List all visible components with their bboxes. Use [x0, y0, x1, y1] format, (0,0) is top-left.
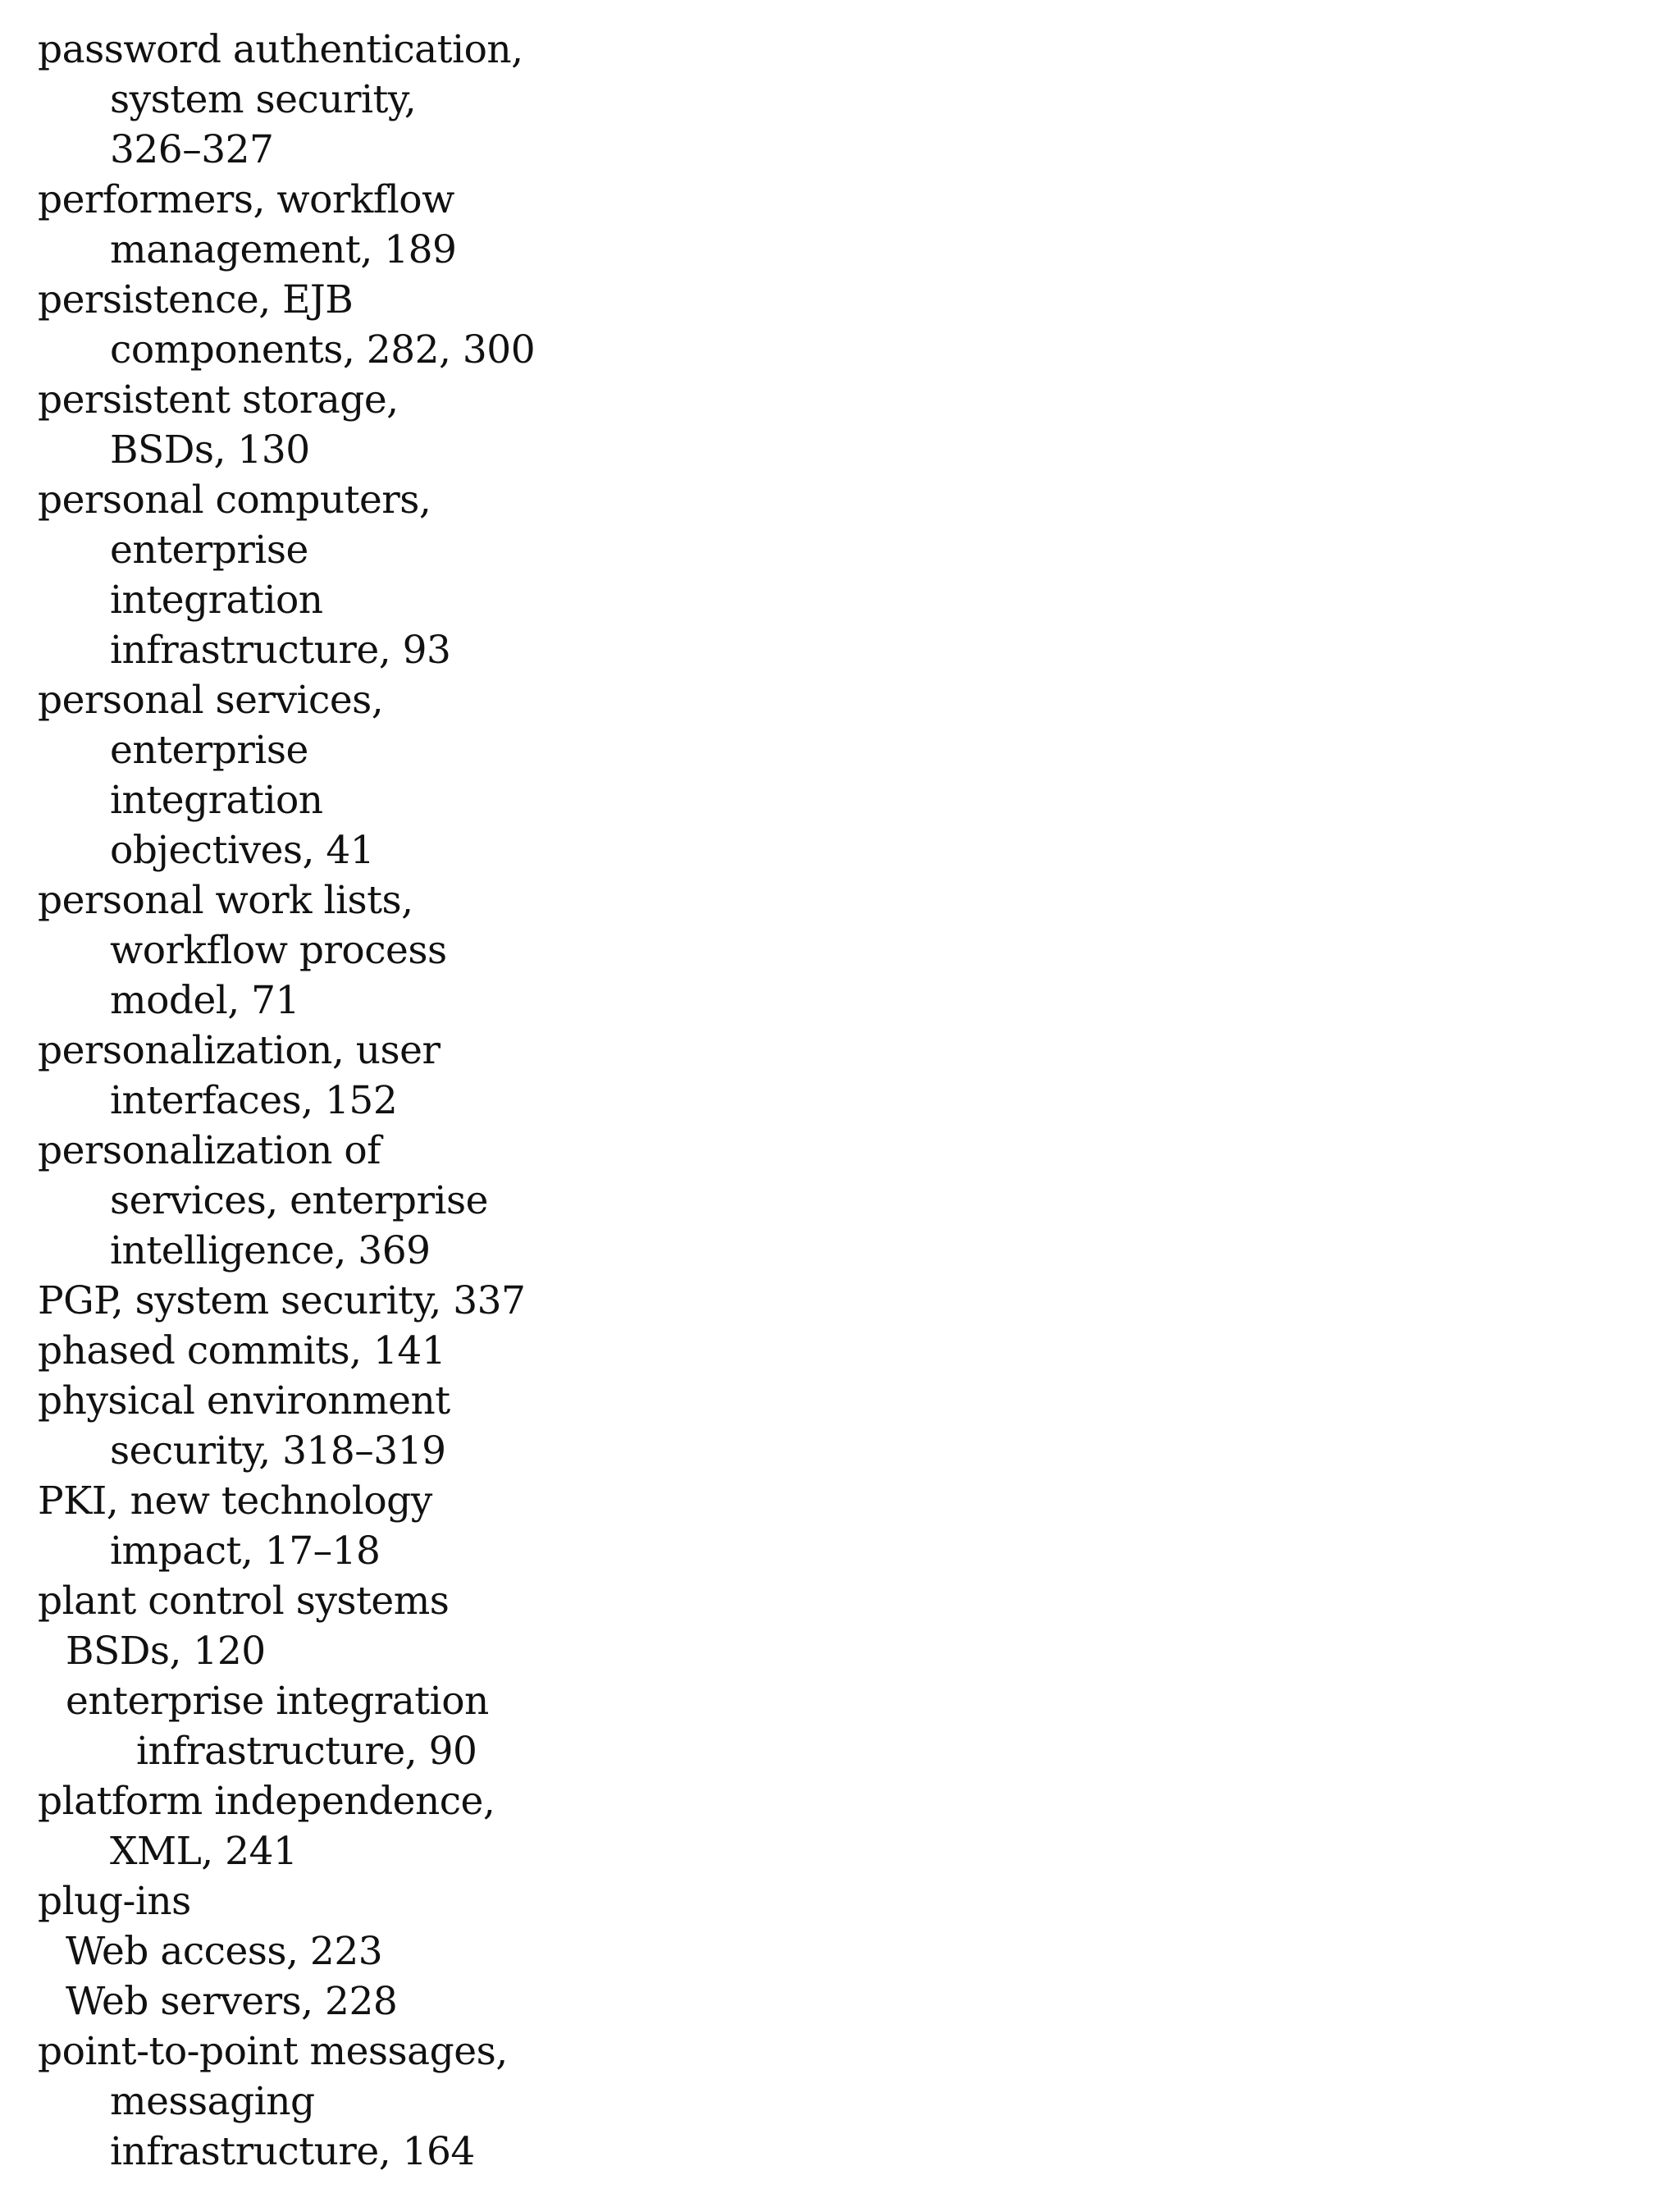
index-entry-main: phased commits, 141	[38, 1328, 446, 1373]
index-entry-sub: enterprise integration	[66, 1679, 489, 1724]
index-entry-sub: enterprise	[110, 728, 308, 773]
index-entry-sub: interfaces, 152	[110, 1078, 398, 1123]
index-entry-list	[38, 25, 1596, 2177]
index-entry-sub: workflow process	[110, 928, 447, 973]
index-entry-sub: system security,	[110, 77, 417, 122]
index-entry-sub: Web access, 223	[66, 1929, 383, 1974]
index-entry-main: PGP, system security, 337	[38, 1278, 526, 1323]
index-entry-sub: messaging	[110, 2079, 315, 2124]
index-entry-sub: management, 189	[110, 227, 457, 272]
index-entry-sub: services, enterprise	[110, 1178, 488, 1223]
index-entry-sub: intelligence, 369	[110, 1228, 431, 1273]
index-entry-main: persistent storage,	[38, 377, 399, 423]
index-entry-main: personalization of	[38, 1128, 381, 1173]
index-entry-sub: infrastructure, 164	[110, 2129, 475, 2174]
index-entry-main: password authentication,	[38, 27, 523, 72]
index-entry-main: personal services,	[38, 678, 384, 723]
index-entry-sub: BSDs, 120	[66, 1629, 266, 1674]
index-entry-sub: integration	[110, 778, 323, 823]
index-entry-sub: security, 318–319	[110, 1428, 446, 1474]
index-entry-sub: objectives, 41	[110, 828, 375, 873]
index-entry-sub: Web servers, 228	[66, 1979, 398, 2024]
index-entry-sub: BSDs, 130	[110, 427, 310, 473]
index-entry-sub: infrastructure, 90	[136, 1729, 477, 1774]
index-entry-sub: 326–327	[110, 127, 274, 172]
index-entry-main: PKI, new technology	[38, 1478, 432, 1524]
index-entry-main: point-to-point messages,	[38, 2029, 508, 2074]
index-entry-sub: impact, 17–18	[110, 1528, 381, 1574]
index-entry-main: plug-ins	[38, 1879, 191, 1924]
index-page	[38, 25, 1596, 2177]
index-entry-main: persistence, EJB	[38, 277, 354, 322]
index-entry-sub: infrastructure, 93	[110, 628, 451, 673]
index-entry-sub: XML, 241	[110, 1829, 298, 1874]
index-entry-main: personalization, user	[38, 1028, 441, 1073]
index-entry-sub: integration	[110, 578, 323, 623]
index-entry-main: performers, workflow	[38, 177, 454, 222]
index-entry-main: physical environment	[38, 1378, 450, 1423]
index-entry-sub: enterprise	[110, 528, 308, 573]
index-entry-main: platform independence,	[38, 1779, 495, 1824]
index-entry-main: personal work lists,	[38, 878, 413, 923]
index-entry-sub: components, 282, 300	[110, 327, 536, 372]
index-entry-sub: model, 71	[110, 978, 299, 1023]
index-entry-main: plant control systems	[38, 1579, 450, 1624]
index-entry-main: personal computers,	[38, 477, 431, 523]
